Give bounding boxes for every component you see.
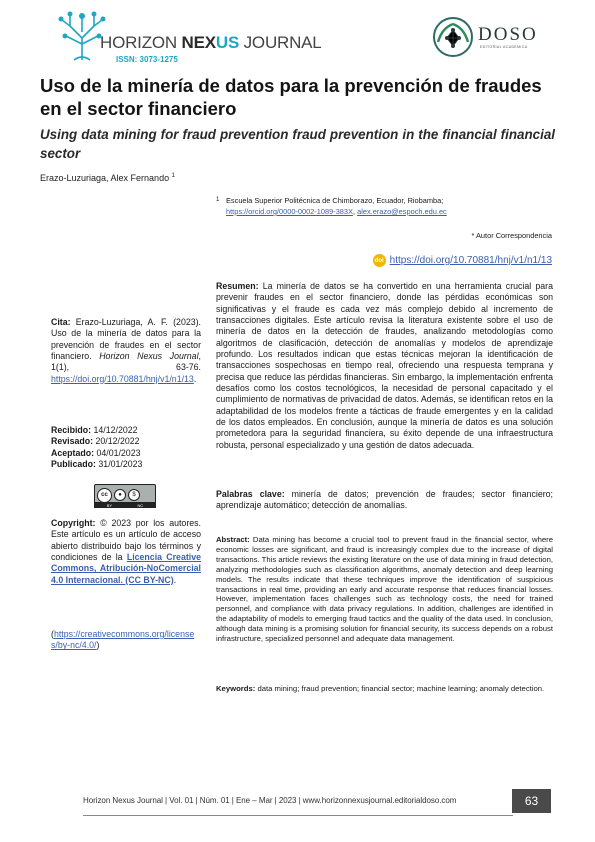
date-published: Publicado: 31/01/2023 bbox=[51, 459, 143, 470]
journal-title: HORIZON NEXUS JOURNAL bbox=[100, 33, 322, 52]
footer-divider bbox=[83, 815, 513, 816]
license-link[interactable]: Licencia Creative Commons, Atribución-NoComercial 4.0 Internacional. (CC BY-NC) bbox=[51, 552, 201, 585]
publication-dates bbox=[51, 425, 201, 470]
date-received: Recibido: 14/12/2022 bbox=[51, 425, 138, 435]
no-dollar-icon: $ bbox=[128, 489, 140, 501]
license-url-link[interactable]: https://creativecommons.org/licenses/by-nc/4.0/ bbox=[51, 629, 195, 651]
cc-icon: cc bbox=[97, 488, 112, 503]
keywords: Keywords: data mining; fraud prevention; financial sector; machine learning; anomaly detection. bbox=[216, 684, 545, 693]
orcid-link[interactable]: https://orcid.org/0000-0002-1089-383X bbox=[226, 207, 353, 216]
partner-logo-word: DOSO bbox=[478, 24, 538, 45]
doi-row bbox=[373, 254, 552, 267]
person-icon: ● bbox=[114, 489, 126, 501]
corresponding-author-note: * Autor Correspondencia bbox=[471, 231, 552, 240]
article-title-es: Uso de la minería de datos para la prevención de fraudes en el sector financiero bbox=[40, 75, 542, 119]
resumen: Resumen: La minería de datos se ha convertido en una herramienta crucial para prevenir fraudes en el sector financiero, donde las pérdidas económicas son significativas y el fraude es cada vez más complejo debido al incremento de transacciones digitales. Este artículo revisa la literatura existente sobre el uso de minería de datos en la detección de fraudes, analizando metodologías como algoritmos de clasificación, detección de anomalías y modelos de aprendizaje profundo. Los resultados indican que estas técnicas mejoran la identificación de transacciones sospechosas en tiempo real, ofreciendo una respuesta temprana y precisa que reduce las pérdidas financieras. Sin embargo, la implementación enfrenta desafíos como los costos tecnológicos, la necesidad de personal capacitado y el cumplimiento de normativas de privacidad de datos. Además, se identifican retos en la adaptabilidad de los modelos frente a tácticas de fraude emergentes y en la calidad de los datos empleados. En conclusión, aunque la minería de datos es una solución prometedora para la seguridad financiera, su éxito depende de una infraestructura robusta, personal especializado y una gestión de datos adecuada. bbox=[216, 281, 553, 450]
date-accepted: Aceptado: 04/01/2023 bbox=[51, 447, 141, 458]
copyright-notice: Copyright: © 2023 por los autores. Este artículo es un artículo de acceso abierto distribuido bajo los términos y condiciones de la Licencia Creative Commons, Atribución-NoComercial 4.0 Internacional. (CC BY-NC). bbox=[51, 518, 201, 585]
author-name: Erazo-Luzuriaga, Alex Fernando $^1$ bbox=[40, 173, 175, 183]
citation: Cita: Erazo-Luzuriaga, A. F. (2023). Uso de la minería de datos para la prevención de fraudes en el sector financiero. Horizon Nexus Journal, 1(1), 63-76. https://doi.org/10.70881/hnj/v1/n1/13. bbox=[51, 317, 201, 384]
issn-label: ISSN: 3073-1275 bbox=[116, 55, 178, 64]
date-revised: Revisado: 20/12/2022 bbox=[51, 436, 140, 447]
license-url: (https://creativecommons.org/licenses/by-nc/4.0/) bbox=[51, 629, 195, 651]
affiliation: 1 Escuela Superior Politécnica de Chimborazo, Ecuador, Riobamba; https://orcid.org/0000-0002-1089-383X, alex.erazo@espoch.edu.ec bbox=[216, 196, 447, 216]
partner-logo-subtitle: EDITORIAL ACADÉMICA bbox=[480, 45, 528, 49]
abstract: Abstract: Data mining has become a crucial tool to prevent fraud in the financial sector, where economic losses are significant, and fraud is increasingly complex due to the increase of digital transactions. This article reviews the existing literature on the use of data mining in fraud detection, analyzing methodologies such as classification algorithms, anomaly detection and deep learning models. The results indicate that these techniques improve the identification of suspicious transactions in real time, providing an early and accurate response that reduces financial losses. However, implementation faces challenges such as technology costs, the need for trained personnel, and compliance with data privacy regulations. In addition, challenges are identified in the adaptability of models to emerging fraud tactics and the quality of the data used. In conclusion, although data mining is a promising solution for financial security, its success depends on a robust infrastructure, specialized personnel and adequate data management. bbox=[216, 535, 553, 644]
email-link[interactable]: alex.erazo@espoch.edu.ec bbox=[357, 207, 447, 216]
palabras-clave: Palabras clave: minería de datos; prevención de fraudes; sector financiero; aprendizaje automático; detección de anomalías. bbox=[216, 489, 553, 511]
page-number: 63 bbox=[512, 789, 551, 813]
doi-icon: doi bbox=[373, 254, 386, 267]
doi-link[interactable]: https://doi.org/10.70881/hnj/v1/n1/13 bbox=[389, 255, 552, 266]
article-title-en: Using data mining for fraud prevention fraud prevention in the financial financial sector bbox=[40, 127, 555, 161]
network-globe-icon bbox=[432, 16, 474, 58]
citation-doi-link[interactable]: https://doi.org/10.70881/hnj/v1/n1/13 bbox=[51, 373, 194, 384]
cc-license-strip: BY NC bbox=[94, 502, 156, 508]
footer-text: Horizon Nexus Journal | Vol. 01 | Núm. 01 | Ene – Mar | 2023 | www.horizonnexusjournal.editorialdoso.com bbox=[83, 796, 457, 805]
